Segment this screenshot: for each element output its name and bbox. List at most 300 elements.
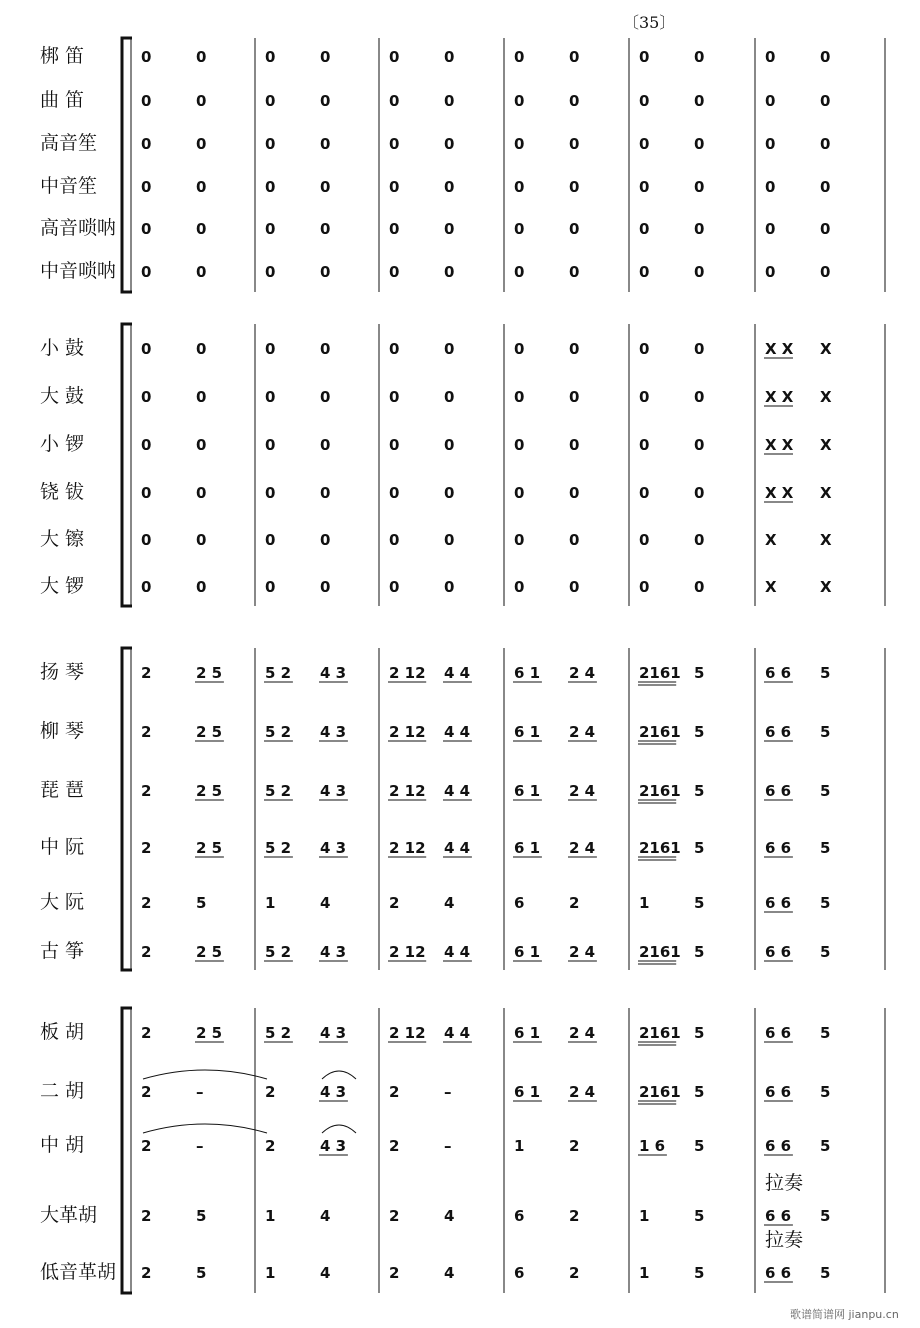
note-group: 0 <box>765 220 776 238</box>
note-group: 0 <box>141 340 152 358</box>
note-group: 4 <box>320 894 331 912</box>
note-group: 0 <box>141 48 152 66</box>
note-group: 2 12 <box>389 723 426 741</box>
note-group: 0 <box>444 436 455 454</box>
note-group: 5 <box>820 782 831 800</box>
note-group: X X <box>765 340 794 358</box>
note-group: 0 <box>514 388 525 406</box>
note-group: 0 <box>265 436 276 454</box>
note-group: 0 <box>444 135 455 153</box>
note-group: 0 <box>514 92 525 110</box>
note-group: 5 <box>694 1137 705 1155</box>
note-group: 1 <box>265 894 276 912</box>
note-group: 5 <box>694 664 705 682</box>
note-group: 4 3 <box>320 1137 347 1155</box>
note-group: 0 <box>694 263 705 281</box>
note-group: 0 <box>569 48 580 66</box>
note-group: 0 <box>196 135 207 153</box>
note-group: 0 <box>320 484 331 502</box>
note-group: 6 <box>514 1207 525 1225</box>
note-group: 5 <box>196 1264 207 1282</box>
note-group: 0 <box>265 48 276 66</box>
note-group: 0 <box>265 135 276 153</box>
note-group: 2 12 <box>389 1024 426 1042</box>
note-group: 0 <box>389 92 400 110</box>
note-group: 0 <box>389 388 400 406</box>
note-group: 1 <box>639 1264 650 1282</box>
note-group: 0 <box>196 178 207 196</box>
note-group: 0 <box>141 220 152 238</box>
note-group: 0 <box>265 340 276 358</box>
note-group: X <box>820 578 832 596</box>
note-group: 4 3 <box>320 943 347 961</box>
note-group: 0 <box>196 263 207 281</box>
note-group: 5 2 <box>265 782 292 800</box>
note-group: 4 <box>320 1207 331 1225</box>
note-group: 0 <box>444 263 455 281</box>
note-group: 2 <box>389 894 400 912</box>
note-group: 0 <box>389 531 400 549</box>
note-group: 2 5 <box>196 664 223 682</box>
note-group: 0 <box>569 436 580 454</box>
note-group: 0 <box>265 178 276 196</box>
note-group: 0 <box>765 135 776 153</box>
note-group: 6 6 <box>765 943 792 961</box>
note-group: 0 <box>820 263 831 281</box>
note-group: 6 6 <box>765 1024 792 1042</box>
note-group: 0 <box>444 340 455 358</box>
note-group: 0 <box>639 178 650 196</box>
note-group: 0 <box>141 178 152 196</box>
instrument-label: 大革胡 <box>40 1204 98 1226</box>
playing-annotation: 拉奏 <box>765 1172 804 1194</box>
note-group: 2 5 <box>196 723 223 741</box>
instrument-label: 大 锣 <box>40 575 85 597</box>
note-group: 0 <box>820 220 831 238</box>
note-group: 6 1 <box>514 664 541 682</box>
note-group: 0 <box>569 135 580 153</box>
note-group: 2 <box>141 782 152 800</box>
note-group: 0 <box>694 531 705 549</box>
note-group: 0 <box>514 178 525 196</box>
note-group: 0 <box>514 578 525 596</box>
note-group: 2 <box>265 1137 276 1155</box>
note-group: 2 5 <box>196 782 223 800</box>
note-group: 2161 <box>639 782 681 800</box>
note-group: 2 4 <box>569 664 596 682</box>
instrument-label: 板 胡 <box>40 1021 85 1043</box>
note-group: 0 <box>569 578 580 596</box>
note-group: 5 <box>820 943 831 961</box>
note-group: 4 3 <box>320 1083 347 1101</box>
note-group: 6 6 <box>765 1083 792 1101</box>
note-group: 0 <box>320 48 331 66</box>
instrument-label: 中 胡 <box>40 1134 85 1156</box>
note-group: 2 <box>389 1207 400 1225</box>
instrument-label: 扬 琴 <box>40 661 85 683</box>
note-group: 2161 <box>639 839 681 857</box>
note-group: 1 <box>265 1207 276 1225</box>
tie-arc <box>143 1070 267 1079</box>
note-group: 2 <box>389 1083 400 1101</box>
note-group: 0 <box>569 263 580 281</box>
note-group: X X <box>765 436 794 454</box>
note-group: 2 4 <box>569 839 596 857</box>
note-group: 2 <box>141 1083 152 1101</box>
note-group: 0 <box>639 263 650 281</box>
note-group: 0 <box>320 340 331 358</box>
note-group: 0 <box>196 340 207 358</box>
note-group: 2 <box>569 894 580 912</box>
note-group: 6 6 <box>765 1207 792 1225</box>
note-group: 0 <box>569 484 580 502</box>
note-group: 0 <box>820 178 831 196</box>
note-group: 5 <box>694 1024 705 1042</box>
note-group: 6 1 <box>514 782 541 800</box>
note-group: 6 6 <box>765 723 792 741</box>
note-group: 4 4 <box>444 723 471 741</box>
tie-arc <box>143 1124 267 1133</box>
note-group: 0 <box>444 531 455 549</box>
note-group: 2 <box>141 1137 152 1155</box>
note-group: 6 1 <box>514 1083 541 1101</box>
instrument-label: 大 鼓 <box>40 385 85 407</box>
instrument-label: 高音笙 <box>40 132 98 154</box>
note-group: 0 <box>196 578 207 596</box>
note-group: 2 12 <box>389 839 426 857</box>
instrument-label: 大 阮 <box>40 891 85 913</box>
note-group: 0 <box>639 484 650 502</box>
note-group: 0 <box>141 531 152 549</box>
instrument-label: 小 锣 <box>40 433 85 455</box>
note-group: 0 <box>320 263 331 281</box>
note-group: 0 <box>141 263 152 281</box>
note-group: – <box>444 1083 452 1101</box>
note-group: 5 <box>820 839 831 857</box>
rehearsal-mark: 〔35〕 <box>623 13 676 32</box>
slur-arc <box>322 1125 356 1133</box>
note-group: 5 <box>820 1264 831 1282</box>
note-group: 2 <box>141 1264 152 1282</box>
note-group: 0 <box>196 92 207 110</box>
note-group: 4 <box>444 1264 455 1282</box>
note-group: 5 <box>196 894 207 912</box>
note-group: 0 <box>320 531 331 549</box>
note-group: – <box>444 1137 452 1155</box>
note-group: 0 <box>569 220 580 238</box>
note-group: 2 <box>389 1137 400 1155</box>
instrument-label: 古 筝 <box>40 940 85 962</box>
note-group: 1 <box>639 894 650 912</box>
note-group: 0 <box>265 531 276 549</box>
note-group: 0 <box>639 48 650 66</box>
note-group: 1 <box>265 1264 276 1282</box>
note-group: 0 <box>694 578 705 596</box>
note-group: 2 4 <box>569 723 596 741</box>
note-group: 2 <box>389 1264 400 1282</box>
note-group: 5 2 <box>265 839 292 857</box>
note-group: 5 <box>694 839 705 857</box>
note-group: 0 <box>639 135 650 153</box>
note-group: 2161 <box>639 1024 681 1042</box>
note-group: 6 6 <box>765 1264 792 1282</box>
note-group: X <box>765 578 777 596</box>
note-group: 0 <box>444 220 455 238</box>
note-group: 0 <box>639 531 650 549</box>
note-group: 5 <box>820 1024 831 1042</box>
note-group: 1 6 <box>639 1137 666 1155</box>
note-group: 0 <box>694 48 705 66</box>
note-group: 4 4 <box>444 839 471 857</box>
note-group: 2 5 <box>196 839 223 857</box>
note-group: 4 3 <box>320 1024 347 1042</box>
note-group: 0 <box>639 340 650 358</box>
note-group: 2 <box>265 1083 276 1101</box>
note-group: 5 <box>694 1207 705 1225</box>
note-group: 0 <box>196 220 207 238</box>
note-group: 4 3 <box>320 664 347 682</box>
note-group: 0 <box>389 135 400 153</box>
note-group: 0 <box>514 135 525 153</box>
slur-arc <box>322 1071 356 1079</box>
note-group: 0 <box>320 578 331 596</box>
note-group: 4 <box>444 894 455 912</box>
note-group: 0 <box>389 48 400 66</box>
note-group: 0 <box>444 48 455 66</box>
note-group: 0 <box>320 178 331 196</box>
note-group: 6 6 <box>765 664 792 682</box>
note-group: 0 <box>444 178 455 196</box>
note-group: 0 <box>196 48 207 66</box>
note-group: 6 <box>514 894 525 912</box>
note-group: 5 <box>820 1207 831 1225</box>
note-group: 6 1 <box>514 723 541 741</box>
note-group: X <box>820 484 832 502</box>
note-group: 0 <box>694 92 705 110</box>
note-group: 5 <box>694 723 705 741</box>
note-group: 5 <box>694 782 705 800</box>
note-group: 0 <box>265 578 276 596</box>
note-group: 1 <box>639 1207 650 1225</box>
note-group: 0 <box>265 92 276 110</box>
note-group: 0 <box>514 263 525 281</box>
instrument-label: 大 镲 <box>40 528 85 550</box>
note-group: 0 <box>514 531 525 549</box>
note-group: 0 <box>514 48 525 66</box>
note-group: – <box>196 1137 204 1155</box>
note-group: 6 6 <box>765 839 792 857</box>
note-group: 5 <box>820 1137 831 1155</box>
instrument-label: 铙 钹 <box>40 481 85 503</box>
note-group: 2 4 <box>569 1024 596 1042</box>
instrument-label: 梆 笛 <box>40 45 85 67</box>
note-group: 6 1 <box>514 1024 541 1042</box>
note-group: 4 4 <box>444 782 471 800</box>
note-group: 0 <box>820 48 831 66</box>
note-group: 0 <box>444 92 455 110</box>
note-group: 5 2 <box>265 664 292 682</box>
note-group: 0 <box>196 388 207 406</box>
note-group: 0 <box>320 436 331 454</box>
note-group: 2 5 <box>196 943 223 961</box>
note-group: 0 <box>639 388 650 406</box>
note-group: 2161 <box>639 723 681 741</box>
instrument-label: 琵 琶 <box>40 779 85 801</box>
note-group: X <box>820 388 832 406</box>
playing-annotation: 拉奏 <box>765 1229 804 1251</box>
note-group: 5 <box>694 943 705 961</box>
note-group: 4 <box>320 1264 331 1282</box>
note-group: 0 <box>196 531 207 549</box>
note-group: X <box>820 531 832 549</box>
note-group: – <box>196 1083 204 1101</box>
note-group: 0 <box>444 388 455 406</box>
note-group: 0 <box>694 178 705 196</box>
note-group: 0 <box>569 388 580 406</box>
instrument-label: 柳 琴 <box>40 720 85 742</box>
note-group: 6 6 <box>765 1137 792 1155</box>
note-group: 6 1 <box>514 943 541 961</box>
note-group: 0 <box>569 340 580 358</box>
instrument-label: 二 胡 <box>40 1080 85 1102</box>
note-group: 0 <box>389 263 400 281</box>
note-group: 2 <box>569 1264 580 1282</box>
instrument-label: 小 鼓 <box>40 337 85 359</box>
note-group: 0 <box>765 263 776 281</box>
note-group: 2161 <box>639 1083 681 1101</box>
note-group: 4 3 <box>320 839 347 857</box>
note-group: 0 <box>389 220 400 238</box>
note-group: 0 <box>765 92 776 110</box>
note-group: 2 <box>141 1207 152 1225</box>
note-group: 0 <box>765 178 776 196</box>
note-group: 0 <box>389 484 400 502</box>
note-group: 0 <box>141 484 152 502</box>
note-group: 2 <box>569 1207 580 1225</box>
note-group: X X <box>765 484 794 502</box>
instrument-label: 低音革胡 <box>40 1261 117 1283</box>
watermark: 歌谱简谱网 jianpu.cn <box>790 1308 899 1321</box>
note-group: 0 <box>514 484 525 502</box>
note-group: 0 <box>514 340 525 358</box>
note-group: 2 4 <box>569 1083 596 1101</box>
note-group: 4 4 <box>444 664 471 682</box>
note-group: 0 <box>265 220 276 238</box>
note-group: 2 12 <box>389 943 426 961</box>
note-group: 0 <box>765 48 776 66</box>
note-group: 0 <box>694 220 705 238</box>
note-group: 0 <box>694 388 705 406</box>
note-group: 0 <box>694 135 705 153</box>
note-group: 5 <box>196 1207 207 1225</box>
note-group: 5 2 <box>265 723 292 741</box>
note-group: 0 <box>639 578 650 596</box>
note-group: 4 3 <box>320 782 347 800</box>
note-group: 0 <box>694 340 705 358</box>
note-group: 0 <box>444 578 455 596</box>
note-group: 0 <box>514 436 525 454</box>
note-group: X X <box>765 388 794 406</box>
note-group: 2 <box>141 664 152 682</box>
note-group: 4 <box>444 1207 455 1225</box>
note-group: 2 <box>141 894 152 912</box>
note-group: 0 <box>141 388 152 406</box>
note-group: X <box>820 340 832 358</box>
note-group: X <box>765 531 777 549</box>
instrument-label: 曲 笛 <box>40 89 85 111</box>
note-group: 5 2 <box>265 1024 292 1042</box>
note-group: 5 <box>694 894 705 912</box>
note-group: 5 <box>694 1083 705 1101</box>
note-group: 0 <box>320 388 331 406</box>
note-group: 0 <box>444 484 455 502</box>
note-group: 0 <box>141 92 152 110</box>
note-group: 0 <box>389 578 400 596</box>
note-group: 5 <box>820 894 831 912</box>
note-group: 0 <box>196 436 207 454</box>
note-group: X <box>820 436 832 454</box>
note-group: 0 <box>639 436 650 454</box>
note-group: 0 <box>141 135 152 153</box>
note-group: 5 <box>694 1264 705 1282</box>
instrument-label: 高音唢呐 <box>40 217 117 239</box>
note-group: 0 <box>694 484 705 502</box>
note-group: 2 <box>141 723 152 741</box>
note-group: 0 <box>639 220 650 238</box>
note-group: 0 <box>820 92 831 110</box>
note-group: 0 <box>320 135 331 153</box>
note-group: 2 4 <box>569 782 596 800</box>
note-group: 2 12 <box>389 782 426 800</box>
instrument-label: 中音唢呐 <box>40 260 117 282</box>
note-group: 2161 <box>639 943 681 961</box>
note-group: 2 <box>141 1024 152 1042</box>
note-group: 0 <box>141 578 152 596</box>
note-group: 5 <box>820 664 831 682</box>
note-group: 6 6 <box>765 782 792 800</box>
note-group: 0 <box>820 135 831 153</box>
note-group: 5 2 <box>265 943 292 961</box>
note-group: 0 <box>694 436 705 454</box>
note-group: 5 <box>820 1083 831 1101</box>
note-group: 4 4 <box>444 1024 471 1042</box>
note-group: 2 12 <box>389 664 426 682</box>
note-group: 0 <box>514 220 525 238</box>
note-group: 2 5 <box>196 1024 223 1042</box>
note-group: 0 <box>196 484 207 502</box>
note-group: 0 <box>569 531 580 549</box>
note-group: 0 <box>320 92 331 110</box>
note-group: 0 <box>265 388 276 406</box>
note-group: 6 6 <box>765 894 792 912</box>
note-group: 2 <box>141 943 152 961</box>
note-group: 1 <box>514 1137 525 1155</box>
note-group: 0 <box>389 340 400 358</box>
note-group: 4 3 <box>320 723 347 741</box>
note-group: 2 <box>141 839 152 857</box>
note-group: 0 <box>389 178 400 196</box>
instrument-label: 中 阮 <box>40 836 85 858</box>
note-group: 0 <box>569 92 580 110</box>
note-group: 0 <box>569 178 580 196</box>
note-group: 4 4 <box>444 943 471 961</box>
note-group: 6 <box>514 1264 525 1282</box>
note-group: 0 <box>389 436 400 454</box>
note-group: 2161 <box>639 664 681 682</box>
note-group: 2 4 <box>569 943 596 961</box>
note-group: 0 <box>265 484 276 502</box>
instrument-label: 中音笙 <box>40 175 98 197</box>
